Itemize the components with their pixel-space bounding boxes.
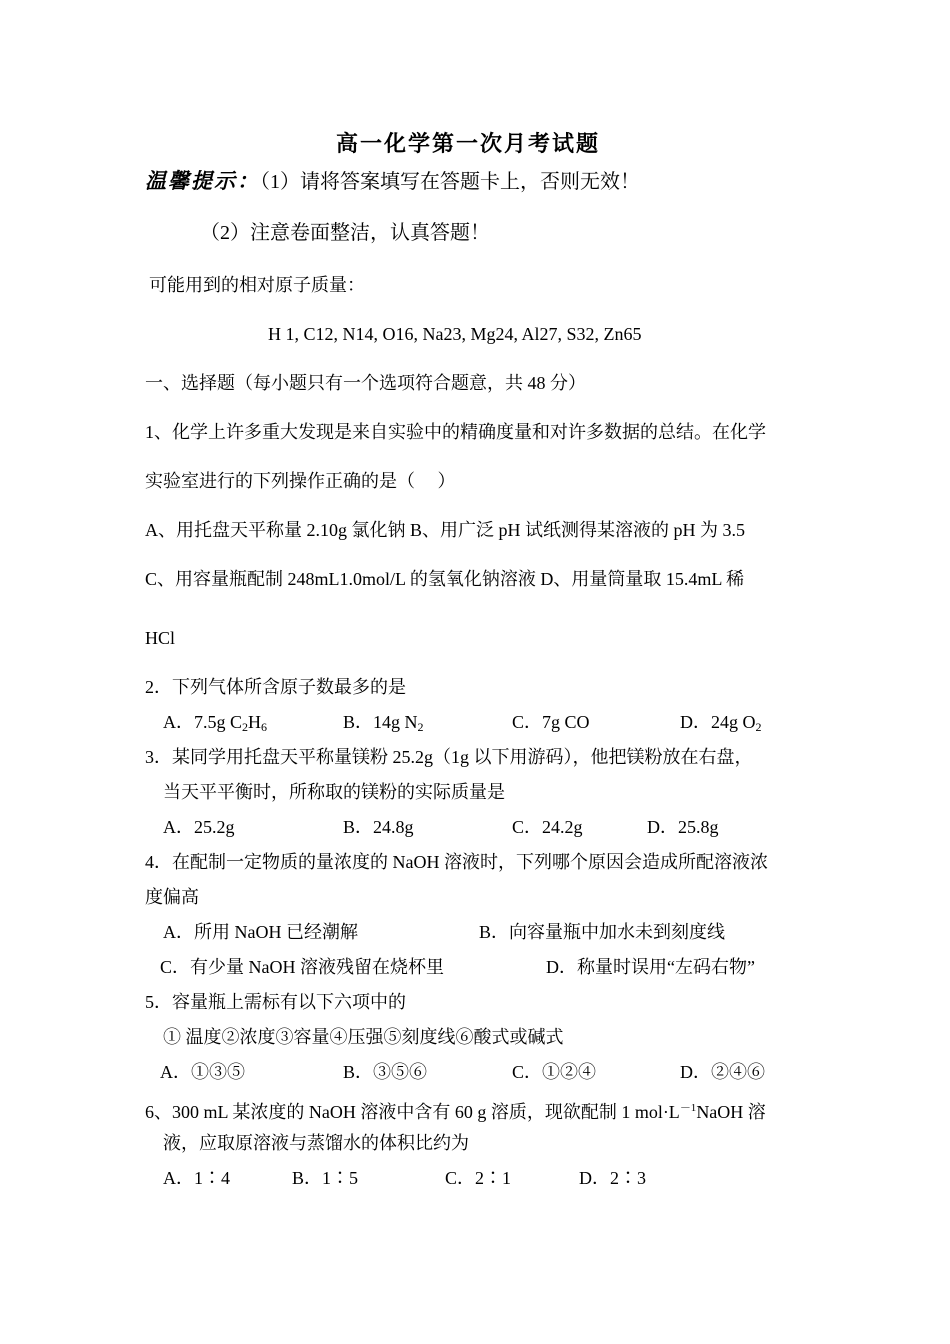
q6-option-d: D．2∶3 (579, 1168, 646, 1188)
atomic-mass-label: 可能用到的相对原子质量： (149, 275, 365, 295)
q6-option-b: B．1∶5 (292, 1168, 359, 1188)
tips-line-1 (145, 169, 640, 194)
q2-option-c: C．7g CO (512, 712, 590, 732)
q2-option-a: A．7.5g $C_2H_6$ (163, 712, 268, 734)
q4-stem-line-2: 度偏高 (145, 887, 199, 907)
tips-label: 温馨提示： (145, 169, 260, 193)
q5-items: ① 温度②浓度③容量④压强⑤刻度线⑥酸式或碱式 (163, 1027, 564, 1047)
q5-stem: 5．容量瓶上需标有以下六项中的 (145, 992, 406, 1012)
q6-option-a: A．1∶4 (163, 1168, 230, 1188)
q1-options-ab: A、用托盘天平称量 2.10g 氯化钠 B、用广泛 pH 试纸测得某溶液的 pH 为 3.5 (145, 520, 746, 540)
q3-option-a: A．25.2g (163, 817, 235, 837)
q2-stem: 2．下列气体所含原子数最多的是 (145, 677, 406, 697)
q5-option-a: A．①③⑤ (160, 1062, 245, 1082)
q3-option-b: B．24.8g (343, 817, 414, 837)
q4-stem-line-1: 4．在配制一定物质的量浓度的 NaOH 溶液时，下列哪个原因会造成所配溶液浓 (145, 852, 768, 872)
q6-stem-line-2: 液，应取原溶液与蒸馏水的体积比约为 (163, 1133, 469, 1153)
q2-option-b: B．14g $N_2$ (343, 712, 424, 734)
q4-option-a: A．所用 NaOH 已经潮解 (163, 922, 358, 942)
atomic-mass-values: H 1, C12, N14, O16, Na23, Mg24, Al27, S32, Zn65 (268, 324, 642, 344)
q4-option-c: C．有少量 NaOH 溶液残留在烧杯里 (160, 957, 444, 977)
section-heading: 一、选择题（每小题只有一个选项符合题意，共 48 分） (145, 373, 586, 393)
q4-option-b: B．向容量瓶中加水未到刻度线 (479, 922, 726, 942)
q1-stem-line-1: 1、化学上许多重大发现是来自实验中的精确度量和对许多数据的总结。在化学 (145, 422, 766, 442)
q4-option-d: D．称量时误用“左码右物” (546, 957, 755, 977)
tip-1: （1）请将答案填写在答题卡上，否则无效！ (260, 171, 640, 193)
q3-option-c: C．24.2g (512, 817, 583, 837)
q1-stem-line-2: 实验室进行的下列操作正确的是（ ） (145, 471, 456, 491)
tip-2: （2）注意卷面整洁，认真答题！ (200, 222, 490, 244)
q3-stem-line-2: 当天平平衡时，所称取的镁粉的实际质量是 (163, 782, 505, 802)
q6-stem-line-1: 6、300 mL 某浓度的 NaOH 溶液中含有 60 g 溶质，现欲配制 1 $mol\cdot L^{-1}NaOH$ 溶 (145, 1102, 766, 1122)
q5-option-c: C．①②④ (512, 1062, 597, 1082)
q3-option-d: D．25.8g (647, 817, 719, 837)
q5-option-d: D．②④⑥ (680, 1062, 765, 1082)
q3-stem-line-1: 3．某同学用托盘天平称量镁粉 25.2g（1g 以下用游码），他把镁粉放在右盘， (145, 747, 753, 767)
q2-option-d: D．24g $O_2$ (680, 712, 762, 734)
q6-option-c: C．2∶1 (445, 1168, 512, 1188)
q5-option-b: B．③⑤⑥ (343, 1062, 428, 1082)
q1-options-cd-cont: HCl (145, 628, 176, 648)
page-title: 高一化学第一次月考试题 (336, 131, 601, 156)
q1-options-cd: C、用容量瓶配制 248mL1.0mol/L 的氢氧化钠溶液 D、用量筒量取 15.4mL 稀 (145, 569, 745, 589)
